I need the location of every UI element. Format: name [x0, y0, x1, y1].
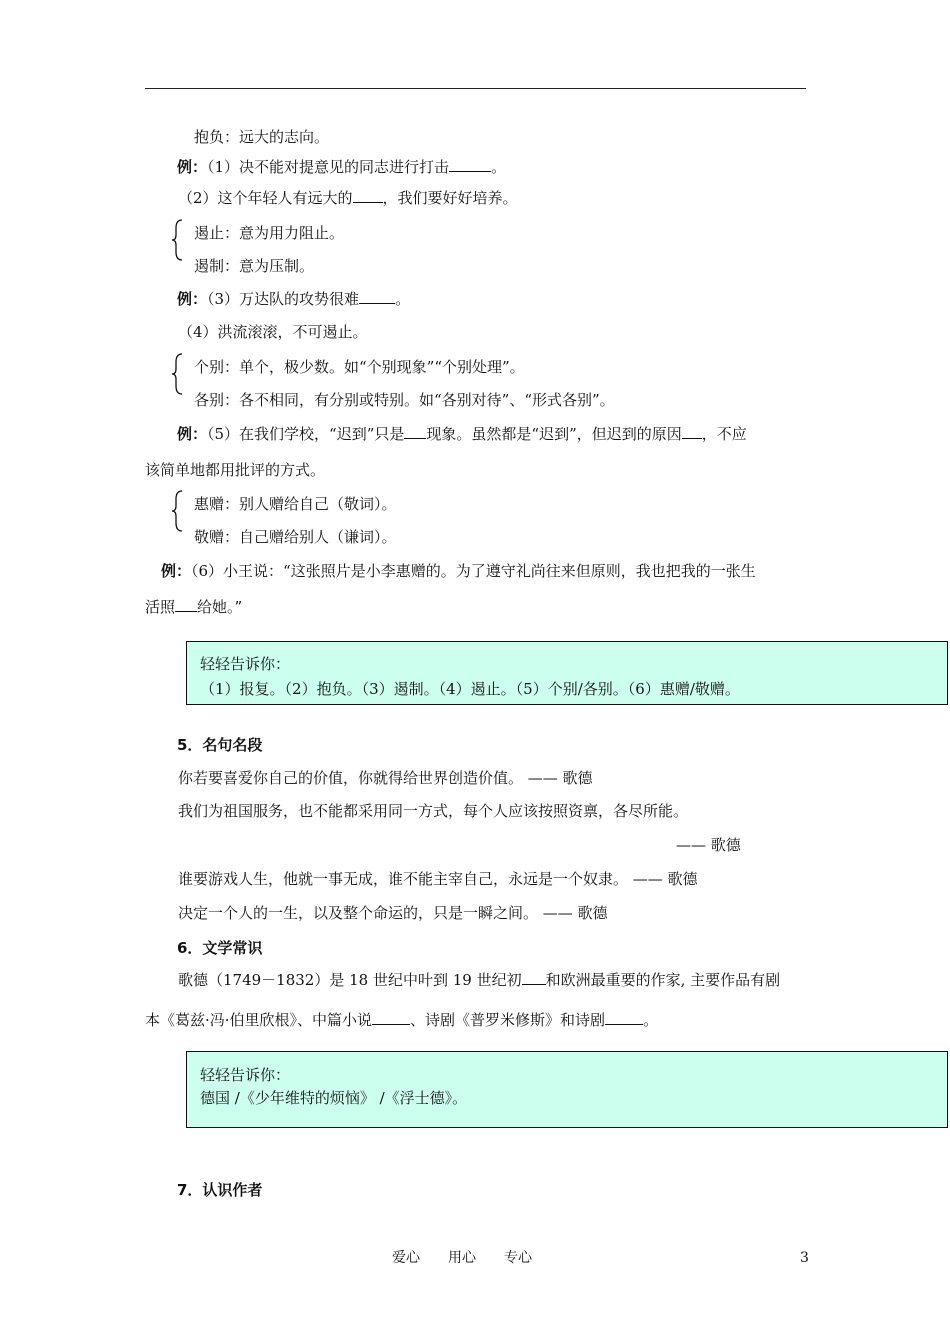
fill-blank[interactable] — [682, 424, 702, 439]
answer-box-title: 轻轻告诉你： — [200, 655, 291, 673]
brace-bracket — [171, 218, 183, 262]
example-6-text: （6）小王说：“这张照片是小李惠赠的。为了遵守礼尚往来但原则，我也把我的一张生 — [191, 562, 756, 580]
example-6 — [161, 561, 756, 581]
example-label: 例： — [177, 290, 208, 308]
section-heading-6: 6．文学常识 — [177, 939, 263, 957]
answer-box-title: 轻轻告诉你： — [200, 1066, 291, 1084]
quote-4: 决定一个人的一生，以及整个命运的，只是一瞬之间。 —— 歌德 — [178, 904, 608, 922]
page-number: 3 — [800, 1250, 809, 1266]
answer-box-text: 德国 /《少年维特的烦恼》 /《浮士德》。 — [200, 1089, 468, 1107]
example-5-text2: 现象。虽然都是“迟到”，但迟到的原因 — [426, 425, 682, 443]
definition-huizeng: 惠赠：别人赠给自己（敬词）。 — [194, 495, 397, 513]
answer-box-2 — [186, 1051, 948, 1128]
section-heading-7: 7．认识作者 — [177, 1181, 263, 1199]
example-5-text: （5）在我们学校，“迟到”只是 — [207, 425, 405, 443]
goethe-text-3: 本《葛兹·冯·伯里欣根》、中篇小说 — [145, 1011, 373, 1029]
brace-bracket — [171, 352, 183, 396]
example-3-end: 。 — [395, 290, 411, 308]
example-6-end: 给她。” — [197, 598, 243, 616]
header-rule — [145, 88, 806, 89]
definition-ezhi: 遏止：意为用力阻止。 — [194, 224, 345, 242]
quote-2-source: —— 歌德 — [676, 836, 741, 854]
example-label: 例： — [177, 158, 208, 176]
fill-blank[interactable] — [359, 289, 395, 304]
fill-blank[interactable] — [522, 970, 546, 985]
fill-blank[interactable] — [372, 1010, 410, 1025]
quote-2: 我们为祖国服务，也不能都采用同一方式，每个人应该按照资禀，各尽所能。 — [178, 802, 689, 820]
definition-ezhi2: 遏制：意为压制。 — [194, 257, 315, 275]
goethe-text-end: 。 — [643, 1011, 659, 1029]
example-5-cont: 该简单地都用批评的方式。 — [145, 461, 326, 479]
example-4: （4）洪流滚滚，不可遏止。 — [178, 323, 368, 341]
example-2 — [178, 188, 518, 208]
goethe-text-4: 、诗剧《普罗米修斯》和诗剧 — [410, 1011, 606, 1029]
goethe-line-1 — [178, 970, 780, 990]
example-3-text: （3）万达队的攻势很难 — [207, 290, 360, 308]
example-label: 例： — [161, 562, 192, 580]
quote-3: 谁要游戏人生，他就一事无成，谁不能主宰自己，永远是一个奴隶。 —— 歌德 — [178, 870, 698, 888]
definition-jingzeng: 敬赠：自己赠给别人（谦词）。 — [194, 528, 397, 546]
definition-gebie: 个别：单个，极少数。如“个别现象”“个别处理”。 — [194, 358, 525, 376]
example-1 — [177, 157, 506, 177]
fill-blank[interactable] — [404, 424, 426, 439]
fill-blank[interactable] — [175, 597, 197, 612]
example-3 — [177, 289, 410, 309]
goethe-line-2 — [145, 1010, 658, 1030]
fill-blank[interactable] — [353, 188, 383, 203]
answer-box-1 — [186, 641, 948, 705]
example-6-text2: 活照 — [145, 598, 176, 616]
fill-blank[interactable] — [605, 1010, 643, 1025]
example-2-text: （2）这个年轻人有远大的 — [178, 189, 353, 207]
goethe-text-2: 和欧洲最重要的作家, 主要作品有剧 — [545, 971, 781, 989]
answer-box-text: （1）报复。（2）抱负。（3）遏制。（4）遏止。（5）个别/各别。（6）惠赠/敬赠。 — [200, 680, 740, 698]
example-1-end: 。 — [491, 158, 507, 176]
footer-motto: 爱心 用心 专心 — [392, 1250, 532, 1266]
fill-blank[interactable] — [449, 157, 491, 172]
example-1-text: （1）决不能对提意见的同志进行打击 — [207, 158, 450, 176]
example-2-end: ，我们要好好培养。 — [382, 189, 518, 207]
quote-1: 你若要喜爱你自己的价值，你就得给世界创造价值。 —— 歌德 — [178, 769, 593, 787]
section-heading-5: 5．名句名段 — [177, 736, 263, 754]
example-5-end: ，不应 — [701, 425, 747, 443]
definition-baofu: 抱负：远大的志向。 — [194, 128, 330, 146]
brace-bracket — [171, 489, 183, 533]
definition-gebie2: 各别：各不相同，有分别或特别。如“各别对待”、“形式各别”。 — [194, 391, 615, 409]
example-5 — [177, 424, 747, 444]
goethe-text-1: 歌德（1749－1832）是 18 世纪中叶到 19 世纪初 — [178, 971, 522, 989]
example-label: 例： — [177, 425, 208, 443]
example-6-cont — [145, 597, 242, 617]
